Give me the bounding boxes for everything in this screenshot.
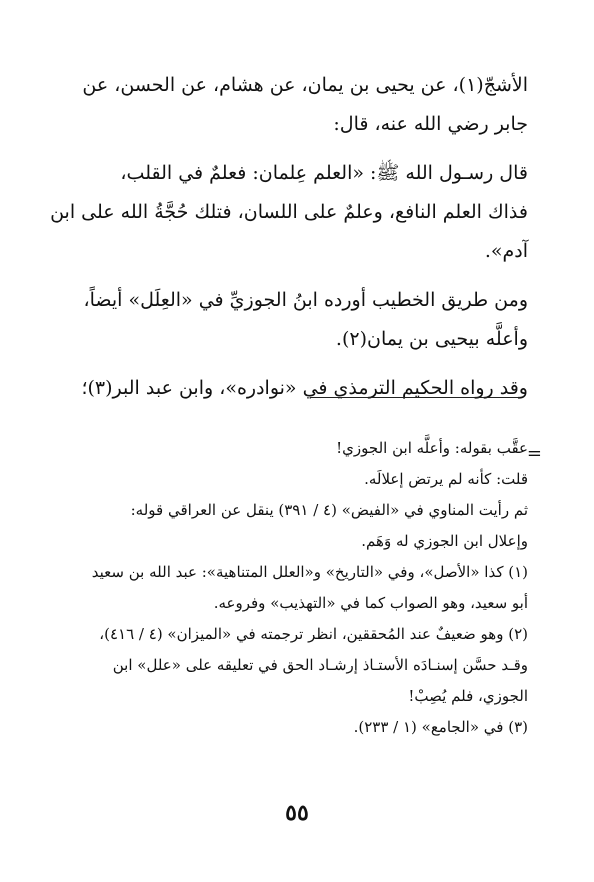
footnote-line: قلت: كأنه لم يرتض إعلالَه.: [364, 470, 528, 488]
footnote-line: عقَّب بقوله: وأعلَّه ابن الجوزي!: [336, 439, 528, 457]
footnote-line: (٢) وهو ضعيفٌ عند المُحققين، انظر ترجمته في «الميزان» (٤ / ٤١٦)،: [99, 625, 528, 643]
body-line: آدم».: [484, 240, 528, 262]
footnote-line: وقـد حسَّن إسنـادَه الأستـاذ إرشـاد الحق في تعليقه على «علل» ابن: [112, 656, 528, 674]
footnote-line: أبو سعيد، وهو الصواب كما في «التهذيب» وفروعه.: [213, 594, 528, 612]
paragraph-gap: [66, 359, 528, 369]
paragraph-gap: [66, 271, 528, 281]
footnote-line: (٣) في «الجامع» (١ / ٢٣٣).: [353, 718, 528, 736]
footnote-line: وإعلال ابن الجوزي له وَهَم.: [361, 532, 528, 550]
body-line: الأشجّ(١)، عن يحيى بن يمان، عن هشام، عن الحسن، عن: [82, 74, 528, 96]
page-number: ٥٥: [285, 800, 309, 826]
paragraph-gap: [66, 144, 528, 154]
body-line: ومن طريق الخطيب أورده ابنُ الجوزيِّ في «العِلَل» أيضاً،: [83, 289, 528, 311]
body-line: وقد رواه الحكيم الترمذي في «نوادره»، وابن عبد البر(٣)؛: [81, 377, 528, 399]
footnote-line: الجوزي، فلم يُصِبْ!: [408, 687, 528, 705]
footnote-separator: [310, 397, 520, 398]
footnote-line: (١) كذا «الأصل»، وفي «التاريخ» و«العلل المتناهية»: عبد الله بن سعيد: [91, 563, 528, 581]
body-line: قال رسـول الله ﷺ: «العلم عِلمان: فعلمٌ في القلب،: [120, 162, 528, 184]
footnotes: [66, 433, 528, 743]
body-line: فذاك العلم النافع، وعلمٌ على اللسان، فتلك حُجَّةُ الله على ابن: [50, 201, 528, 223]
footnote-line: ثم رأيت المناوي في «الفيض» (٤ / ٣٩١) ينقل عن العراقي قوله:: [130, 501, 528, 519]
body-line: جابر رضي الله عنه، قال:: [333, 113, 528, 135]
main-text: [50, 66, 528, 408]
continuation-mark: =: [526, 443, 542, 464]
body-line: وأعلَّه بيحيى بن يمان(٢).: [335, 328, 528, 350]
